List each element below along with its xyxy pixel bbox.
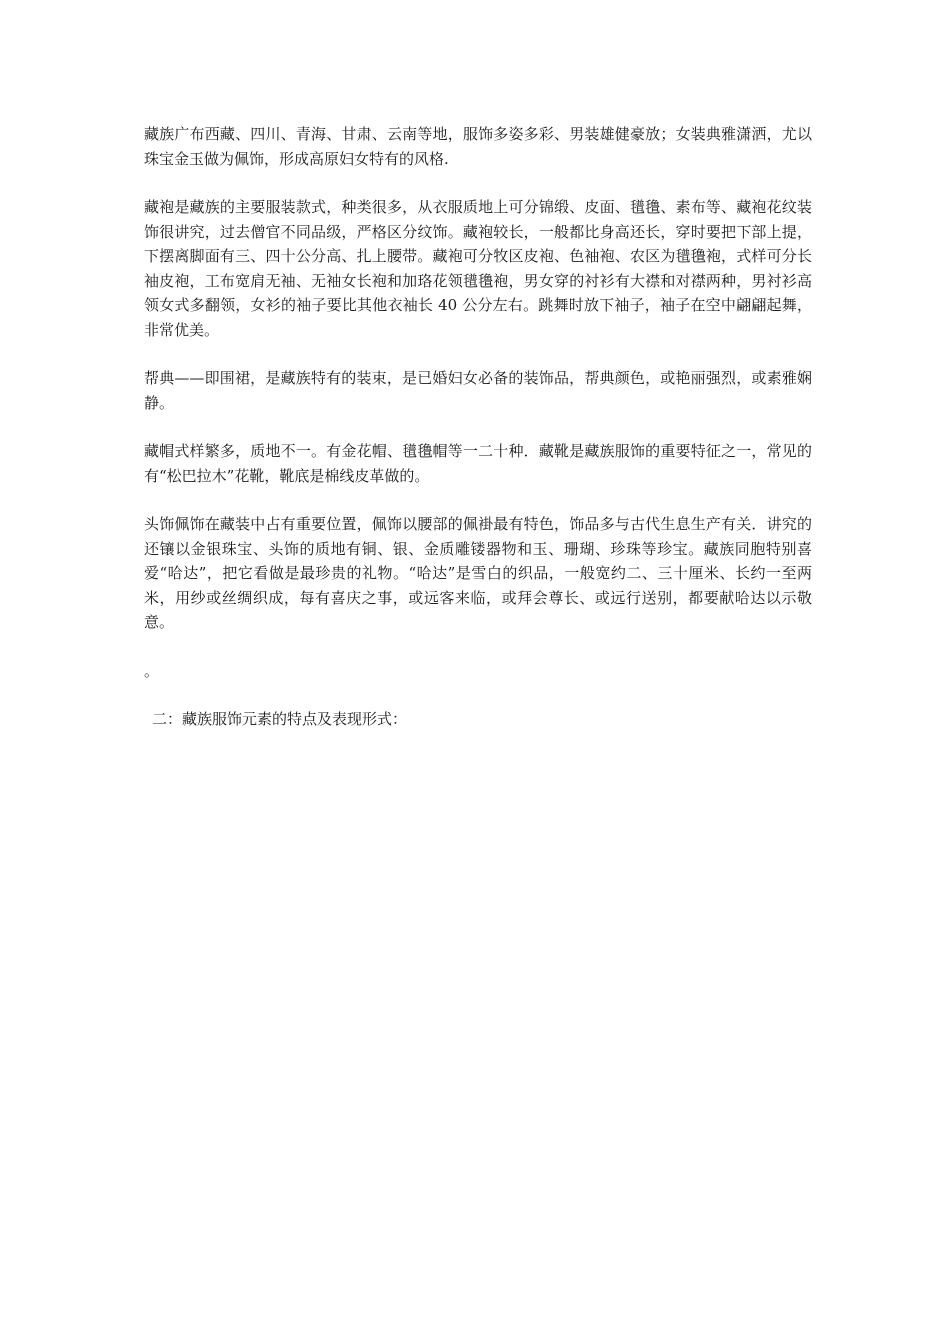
paragraph-ornaments-hada: 头饰佩饰在藏装中占有重要位置，佩饰以腰部的佩褂最有特色，饰品多与古代生息生产有关．讲究的还镶以金银珠宝、头饰的质地有铜、银、金质雕镂器物和玉、珊瑚、珍珠等珍宝。藏族同胞特别喜爱“哈达”，把它看做是最珍贵的礼物。“哈达”是雪白的织品，一般宽约二、三十厘米、长约一至两米，用纱或丝绸织成，每有喜庆之事，或远客来临，或拜会尊长、或远行送别，都要献哈达以示敬意。 [144, 515, 812, 631]
document-body [144, 122, 812, 732]
paragraph-hats-boots: 藏帽式样繁多，质地不一。有金花帽、氆氇帽等一二十种．藏靴是藏族服饰的重要特征之一，常见的有“松巴拉木”花靴，靴底是棉线皮革做的。 [144, 442, 812, 485]
paragraph-tibetan-robe: 藏袍是藏族的主要服装款式，种类很多，从衣服质地上可分锦缎、皮面、氆氇、素布等、藏袍花纹装饰很讲究，过去僧官不同品级，严格区分纹饰。藏袍较长，一般都比身高还长，穿时要把下部上提，下摆离脚面有三、四十公分高、扎上腰带。藏袍可分牧区皮袍、色袖袍、农区为氆氇袍，式样可分长袖皮袍，工布宽肩无袖、无袖女长袍和加珞花领氆氇袍，男女穿的衬衫有大襟和对襟两种，男衬衫高领女式多翻领，女衫的袖子要比其他衣袖长 40 公分左右。跳舞时放下袖子，袖子在空中翩翩起舞，非常优美。 [144, 198, 812, 339]
lone-punctuation: 。 [144, 661, 160, 680]
paragraph-overview: 藏族广布西藏、四川、青海、甘肃、云南等地，服饰多姿多彩、男装雄健豪放；女装典雅潇洒，尤以珠宝金玉做为佩饰，形成高原妇女特有的风格. [144, 125, 812, 168]
section-heading: 二：藏族服饰元素的特点及表现形式： [152, 710, 408, 728]
paragraph-apron: 帮典——即围裙，是藏族特有的装束，是已婚妇女必备的装饰品，帮典颜色，或艳丽强烈，或素雅娴静。 [144, 369, 812, 412]
